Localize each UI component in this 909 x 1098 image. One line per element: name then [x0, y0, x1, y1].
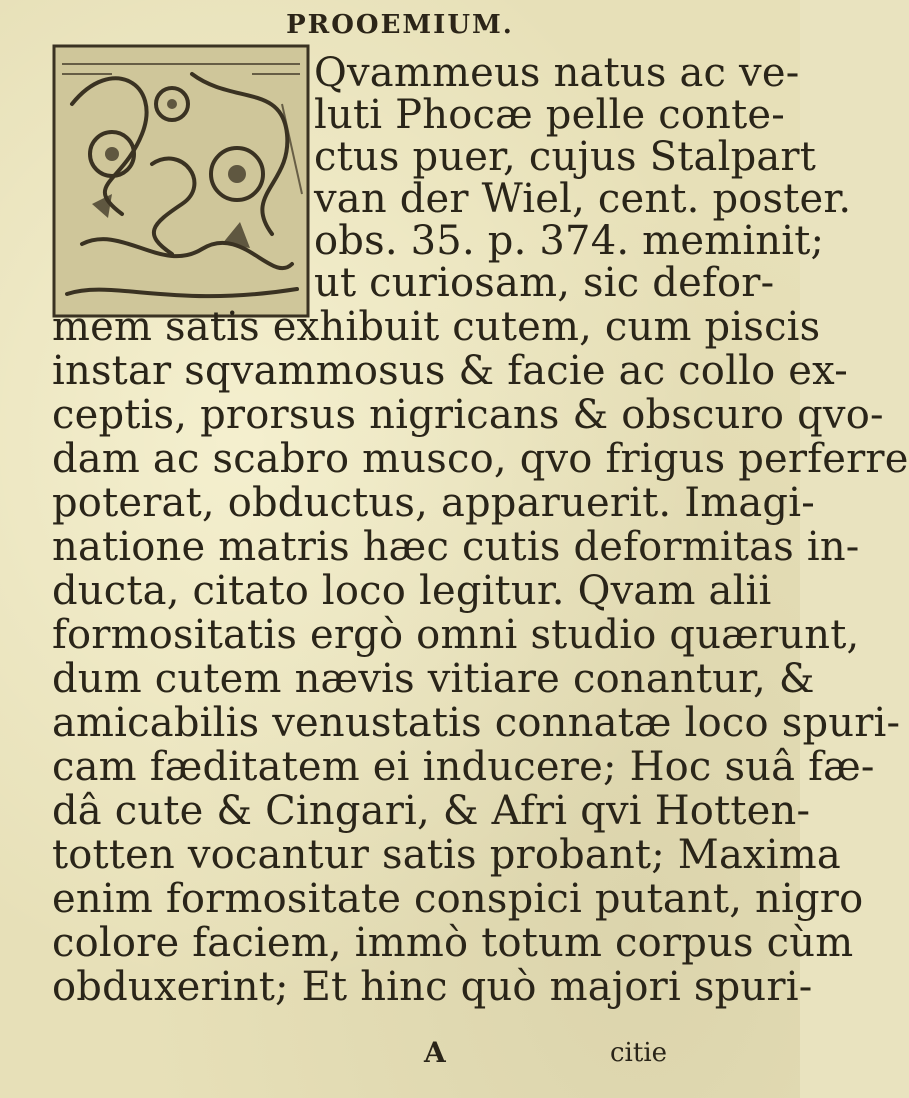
- text-line: natione matris hæc cutis deformitas in-: [52, 524, 860, 570]
- text-line: ctus puer, cujus Stalpart: [314, 134, 817, 180]
- text-line: obs. 35. p. 374. meminit;: [314, 218, 825, 264]
- text-line: ut curiosam, sic defor-: [314, 260, 775, 306]
- text-line: Qvammeus natus ac ve-: [314, 50, 800, 96]
- text-line: instar sqvammosus & facie ac collo ex-: [52, 348, 848, 394]
- text-line: formositatis ergò omni studio quærunt,: [52, 612, 860, 658]
- text-line: mem satis exhibuit cutem, cum piscis: [52, 304, 821, 350]
- text-line: amicabilis venustatis connatæ loco spuri-: [52, 700, 901, 746]
- ornamental-initial-woodcut-icon: [52, 44, 310, 318]
- text-line: dam ac scabro musco, qvo frigus perferre: [52, 436, 909, 482]
- text-line: colore faciem, immò totum corpus cùm: [52, 920, 854, 966]
- text-line: enim formositate conspici putant, nigro: [52, 876, 864, 922]
- text-line: dâ cute & Cingari, & Afri qvi Hotten-: [52, 788, 811, 834]
- text-line: dum cutem nævis vitiare conantur, &: [52, 656, 815, 702]
- text-line: totten vocantur satis probant; Maxima: [52, 832, 841, 878]
- text-line: luti Phocæ pelle conte-: [314, 92, 785, 138]
- text-line: ceptis, prorsus nigricans & obscuro qvo-: [52, 392, 884, 438]
- catchword: citie: [610, 1038, 668, 1068]
- text-line: obduxerint; Et hinc quò majori spuri-: [52, 964, 813, 1010]
- text-line: van der Wiel, cent. poster.: [314, 176, 852, 222]
- running-head: PROOEMIUM.: [286, 10, 514, 40]
- text-line: ducta, citato loco legitur. Qvam alii: [52, 568, 772, 614]
- text-line: poterat, obductus, apparuerit. Imagi-: [52, 480, 815, 526]
- signature-mark: A: [424, 1036, 446, 1069]
- text-line: cam fæditatem ei inducere; Hoc suâ fæ-: [52, 744, 875, 790]
